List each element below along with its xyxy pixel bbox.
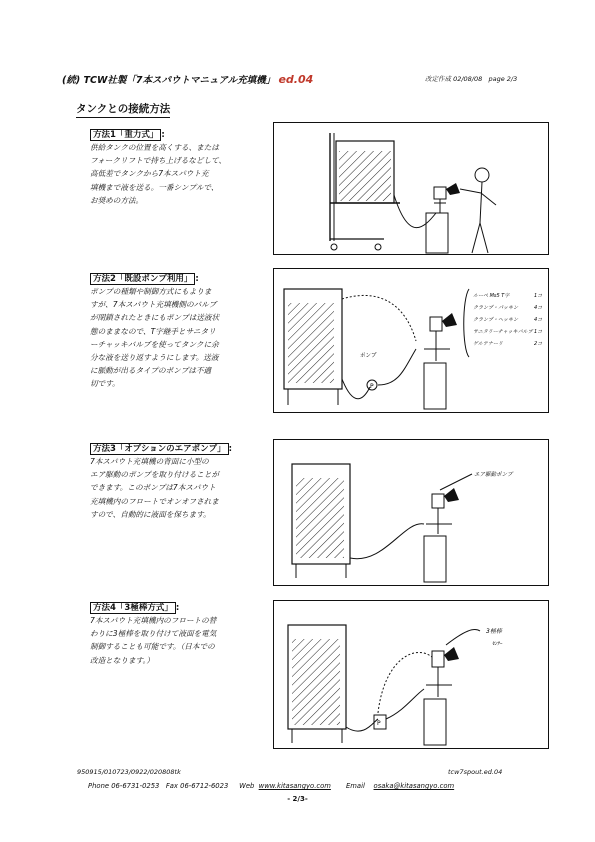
document-title: [62, 72, 313, 86]
method-4-title-text: 方法4「3極棒方式」: [90, 602, 176, 614]
method-3-title: [90, 442, 232, 454]
contact-line: [88, 782, 454, 790]
method-2-line: すが、7本スパウト充填機側のバルブ: [90, 300, 217, 310]
document-code: 950915/010723/0922/020808tk: [77, 768, 181, 776]
svg-text:P: P: [370, 383, 374, 390]
method-3-title-text: 方法3「オプションのエアポンプ」: [90, 443, 229, 455]
method-2-line: が閉鎖されたときにもポンプは送液状: [90, 313, 220, 323]
method-4-title: [90, 601, 179, 613]
air-pump-sketch: [274, 440, 548, 585]
method-2-line: ーチャッキバルブを使ってタンクに余: [90, 339, 219, 349]
parts-list-name: サニタリーチャッキバルブ: [473, 329, 533, 335]
method-2-line: に脈動が出るタイプのポンプは不適: [90, 366, 212, 376]
pump-note: ポンプ: [360, 353, 377, 359]
method-2-line: ポンプの種類や制御方式にもよりま: [90, 287, 212, 296]
web-link[interactable]: www.kitasangyo.com: [258, 782, 331, 790]
method-1-sketch: [273, 122, 549, 255]
method-3-line: 充填機内のフロートでオンオフされま: [90, 496, 219, 506]
three-rod-sketch: [274, 601, 548, 748]
fax-number: Fax 06-6712-6023: [165, 782, 229, 790]
method-2-line: 分な液を送り返すようにします。送液: [90, 353, 219, 363]
method-2-sketch: [273, 268, 549, 413]
method-2-title-text: 方法2「既設ポンプ利用」: [90, 273, 195, 285]
method-1-colon: :: [161, 130, 165, 140]
title-text: (続) TCW社製「7本スパウトマニュアル充填機」: [62, 75, 276, 86]
parts-list-qty: 2コ: [534, 341, 543, 347]
web-label: Web: [239, 782, 255, 790]
parts-list-name: クランプ・ヘッキン: [473, 317, 518, 323]
parts-list-qty: 1コ: [534, 293, 543, 299]
method-3-body: [90, 455, 260, 521]
parts-list-qty: 4コ: [534, 305, 543, 311]
page-number: - 2/3-: [287, 795, 308, 803]
air-pump-note: エア駆動ポンプ: [474, 472, 513, 478]
method-4-colon: :: [175, 603, 180, 613]
parts-list-name: クランプ・パッキン: [473, 305, 518, 311]
page-label: page 2/3: [488, 75, 518, 83]
method-3-line: 7本スパウト充填機の背面に小型の: [90, 457, 209, 466]
method-2-line: 態のままなので、T字継手とサニタリ: [90, 326, 216, 336]
file-name: tcw7spout.ed.04: [448, 768, 503, 776]
method-1-line: フォークリフトで持ち上げるなどして、: [90, 156, 227, 166]
method-1-line: 填機まで液を送る。一番シンプルで、: [90, 182, 219, 192]
method-3-line: できます。このポンプは7本スパウト: [90, 483, 216, 493]
method-3-line: エア駆動のポンプを取り付けることが: [90, 470, 220, 480]
gravity-sketch: [274, 123, 548, 254]
phone-number: Phone 06-6731-0253: [88, 782, 160, 790]
method-4-sketch: [273, 600, 549, 749]
method-4-line: わりに3極棒を取り付けて液面を電気: [90, 629, 217, 639]
method-3-sketch: [273, 439, 549, 586]
method-1-title-text: 方法1「重力式」: [90, 129, 161, 141]
edition-text: ed.04: [278, 73, 314, 86]
parts-list-name: ゲルテナーリ: [473, 341, 503, 347]
header-meta: [425, 74, 517, 83]
method-2-colon: :: [195, 274, 199, 284]
method-4-line: 制御することも可能です。（日本での: [90, 642, 215, 652]
existing-pump-sketch: [274, 269, 548, 412]
method-1-line: お奨めの方法。: [90, 195, 144, 205]
method-1-body: [90, 141, 260, 207]
method-2-title: [90, 272, 199, 284]
method-2-line: 切です。: [90, 379, 120, 389]
method-1-line: 供給タンクの位置を高くする、または: [90, 143, 219, 152]
section-heading: タンクとの接続方法: [76, 101, 170, 118]
three-rod-note: 3極棒: [486, 628, 502, 635]
method-4-line: 改造となります。）: [90, 655, 154, 665]
sensor-note: ｾﾝｻｰ: [492, 641, 503, 647]
parts-list-qty: 1コ: [534, 329, 543, 335]
email-link[interactable]: osaka@kitasangyo.com: [373, 782, 455, 790]
email-label: Email: [346, 782, 365, 790]
method-4-body: [90, 614, 260, 667]
revision-date: 改定作成 02/08/08: [425, 75, 483, 83]
method-1-line: 高低差でタンクから7本スパウト充: [90, 169, 209, 179]
method-4-line: 7本スパウト充填機内のフロートの替: [90, 616, 217, 625]
parts-list-qty: 4コ: [534, 317, 543, 323]
svg-text:P: P: [377, 720, 381, 727]
method-2-body: [90, 285, 260, 391]
method-3-line: すので、自動的に液面を保ちます。: [90, 509, 211, 519]
method-3-colon: :: [228, 444, 233, 454]
parts-list-name: ルーペ Ms5 T字: [473, 293, 510, 299]
method-1-title: [90, 128, 165, 140]
